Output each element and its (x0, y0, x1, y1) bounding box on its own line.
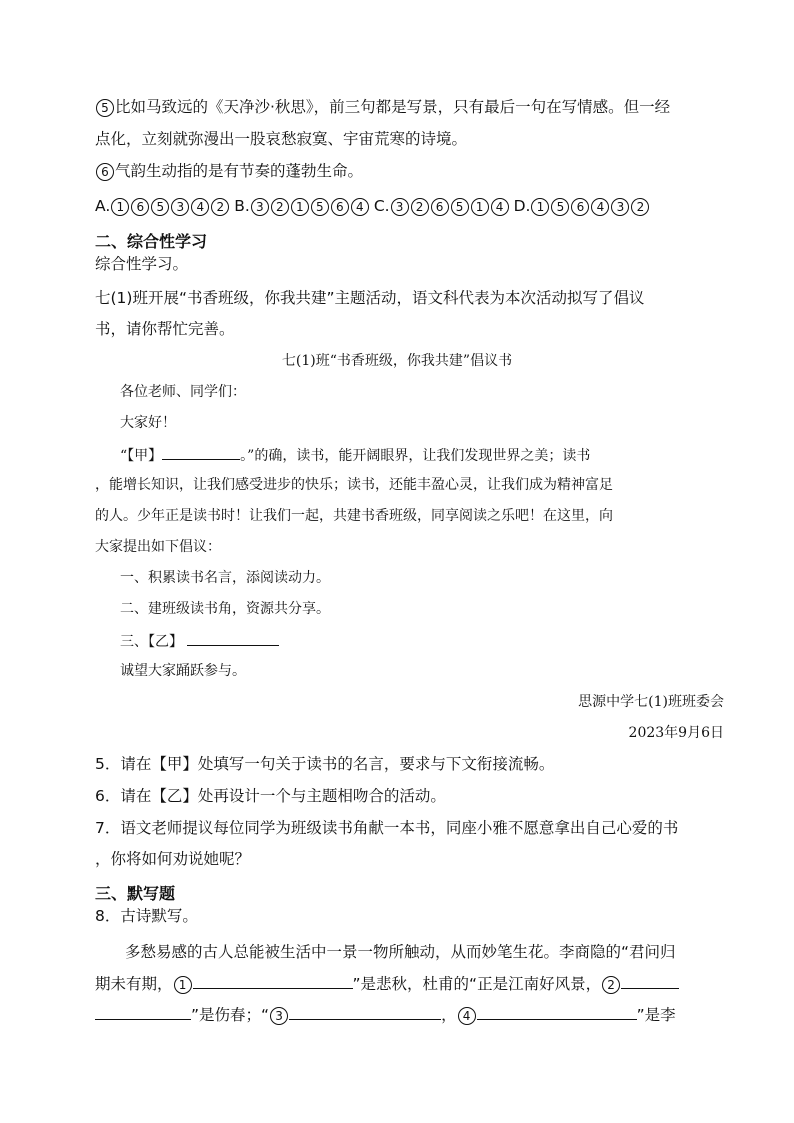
jia-continuation: 。”的确，读书，能开阔眼界，让我们发现世界之美；读书 (240, 448, 591, 464)
option-letter: A. (95, 197, 111, 215)
option-a (95, 197, 230, 215)
item-6 (95, 160, 363, 182)
circled-number-4: 4 (491, 198, 509, 216)
question-7-line-2: ，你将如何劝说她呢？ (95, 850, 251, 868)
section-2-heading: 二、综合性学习 (95, 232, 208, 251)
circled-number-2: 2 (602, 976, 620, 994)
letter-body-line-4: 大家提出如下倡议： (95, 539, 221, 555)
circled-number-1: 1 (291, 198, 309, 216)
item-5-line-1 (95, 96, 670, 118)
circled-number-2: 2 (411, 198, 429, 216)
circled-number-5: 5 (96, 99, 114, 117)
poem-para-line-3 (95, 1003, 676, 1026)
option-letter: C. (373, 197, 390, 215)
circled-number-2: 2 (211, 198, 229, 216)
para-line-2-middle: ”是悲秋，杜甫的“正是江南好风景， (352, 975, 602, 993)
para-line-3-end: ”是李 (636, 1006, 676, 1024)
circled-number-1: 1 (531, 198, 549, 216)
letter-salutation: 各位老师、同学们： (120, 384, 246, 400)
para-line-3-comma: ， (441, 1006, 457, 1024)
circled-number-6: 6 (431, 198, 449, 216)
jia-blank[interactable] (162, 443, 240, 460)
question-7-line-1: 7．语文老师提议每位同学为班级读书角献一本书，同座小雅不愿意拿出自己心爱的书 (95, 819, 679, 837)
proposal-item-3 (120, 629, 279, 653)
letter-title: 七(1)班“书香班级，你我共建”倡议书 (281, 353, 513, 369)
option-letter: B. (234, 197, 250, 215)
intro-line-2: 书，请你帮忙完善。 (95, 320, 235, 338)
circled-number-1: 1 (471, 198, 489, 216)
para-line-2-start: 期未有期， (95, 975, 173, 993)
yi-blank[interactable] (187, 629, 279, 646)
circled-number-1: 1 (174, 976, 192, 994)
section-3-heading: 三、默写题 (95, 884, 176, 903)
circled-number-1: 1 (111, 198, 129, 216)
circled-number-5: 5 (451, 198, 469, 216)
circled-number-6: 6 (96, 163, 114, 181)
letter-greeting: 大家好！ (120, 415, 176, 431)
circled-number-2: 2 (271, 198, 289, 216)
item-5-line-2: 点化，立刻就弥漫出一股哀愁寂寞、宇宙荒寒的诗境。 (95, 130, 468, 148)
letter-closing: 诚望大家踊跃参与。 (120, 663, 246, 679)
circled-number-4: 4 (458, 1007, 476, 1025)
letter-signature: 思源中学七(1)班班委会 (578, 694, 724, 710)
jia-marker: “【甲】 (120, 448, 163, 464)
blank-3[interactable] (289, 1003, 441, 1020)
circled-number-4: 4 (191, 198, 209, 216)
circled-number-5: 5 (311, 198, 329, 216)
circled-number-3: 3 (391, 198, 409, 216)
circled-number-3: 3 (251, 198, 269, 216)
item-5-text: 比如马致远的《天净沙·秋思》，前三句都是写景，只有最后一句在写情感。但一经 (115, 98, 671, 116)
blank-2-part-2[interactable] (95, 1003, 191, 1020)
circled-number-3: 3 (171, 198, 189, 216)
letter-body-line-3: 的人。少年正是读书时！让我们一起，共建书香班级，同享阅读之乐吧！在这里，向 (95, 508, 613, 524)
option-d (514, 197, 651, 215)
circled-number-6: 6 (331, 198, 349, 216)
poem-para-line-1: 多愁易感的古人总能被生活中一景一物所触动，从而妙笔生花。李商隐的“君问归 (125, 943, 676, 961)
circled-number-6: 6 (571, 198, 589, 216)
option-b (234, 197, 370, 215)
circled-number-6: 6 (131, 198, 149, 216)
letter-body-line-1 (120, 443, 590, 467)
circled-number-2: 2 (631, 198, 649, 216)
yi-marker: 三、【乙】 (120, 634, 183, 650)
circled-number-5: 5 (151, 198, 169, 216)
letter-date: 2023年9月6日 (628, 725, 724, 741)
item-6-text: 气韵生动指的是有节奏的蓬勃生命。 (115, 162, 364, 180)
question-8: 8．古诗默写。 (95, 907, 198, 925)
option-letter: D. (513, 197, 531, 215)
proposal-item-1: 一、积累读书名言，添阅读动力。 (120, 570, 330, 586)
question-5: 5．请在【甲】处填写一句关于读书的名言，要求与下文衔接流畅。 (95, 755, 555, 773)
blank-2-part-1[interactable] (621, 972, 679, 989)
option-c (374, 197, 510, 215)
poem-para-line-2 (95, 972, 679, 995)
proposal-item-2: 二、建班级读书角，资源共分享。 (120, 601, 330, 617)
circled-number-5: 5 (551, 198, 569, 216)
answer-options (95, 195, 654, 217)
section-2-subheading: 综合性学习。 (95, 255, 189, 273)
circled-number-3: 3 (270, 1007, 288, 1025)
circled-number-4: 4 (591, 198, 609, 216)
question-6: 6．请在【乙】处再设计一个与主题相吻合的活动。 (95, 787, 446, 805)
blank-1[interactable] (193, 972, 353, 989)
letter-body-line-2: ，能增长知识，让我们感受进步的快乐；读书，还能丰盈心灵，让我们成为精神富足 (95, 477, 613, 493)
circled-number-3: 3 (611, 198, 629, 216)
blank-4[interactable] (477, 1003, 637, 1020)
para-line-3-start: ”是伤春；“ (191, 1006, 270, 1024)
circled-number-4: 4 (351, 198, 369, 216)
intro-line-1: 七(1)班开展“书香班级，你我共建”主题活动，语文科代表为本次活动拟写了倡议 (95, 289, 645, 307)
